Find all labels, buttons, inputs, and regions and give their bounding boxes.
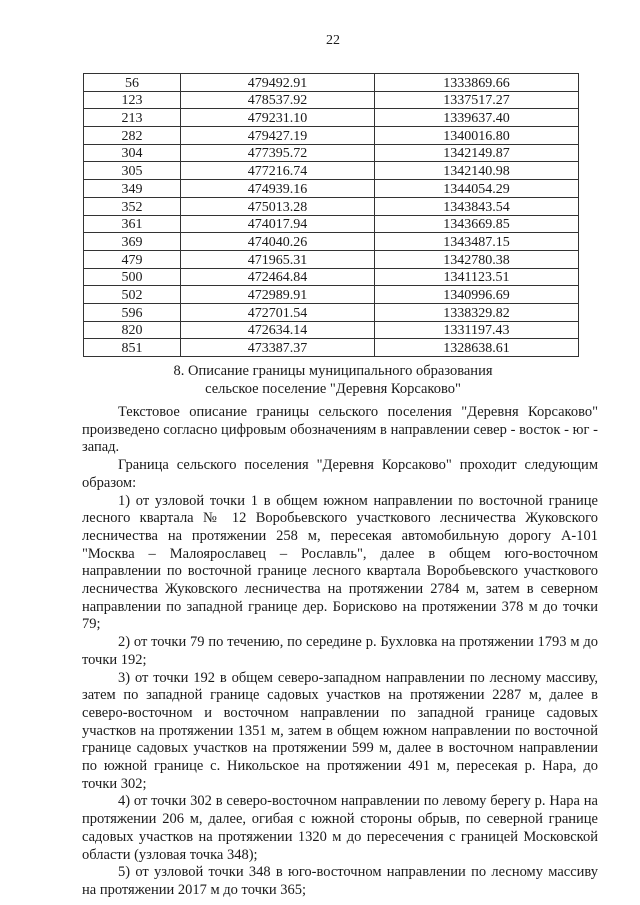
y-coordinate: 1342149.87 bbox=[375, 144, 579, 162]
x-coordinate: 473387.37 bbox=[181, 339, 375, 357]
x-coordinate: 477216.74 bbox=[181, 162, 375, 180]
table-row bbox=[84, 144, 579, 162]
table-row bbox=[84, 109, 579, 127]
y-coordinate: 1340996.69 bbox=[375, 286, 579, 304]
x-coordinate: 474017.94 bbox=[181, 215, 375, 233]
table-row bbox=[84, 233, 579, 251]
y-coordinate: 1331197.43 bbox=[375, 321, 579, 339]
x-coordinate: 472634.14 bbox=[181, 321, 375, 339]
point-number: 213 bbox=[84, 109, 181, 127]
table-row bbox=[84, 268, 579, 286]
y-coordinate: 1340016.80 bbox=[375, 127, 579, 145]
point-number: 123 bbox=[84, 91, 181, 109]
point-number: 820 bbox=[84, 321, 181, 339]
x-coordinate: 479427.19 bbox=[181, 127, 375, 145]
x-coordinate: 472701.54 bbox=[181, 303, 375, 321]
y-coordinate: 1337517.27 bbox=[375, 91, 579, 109]
document-body bbox=[82, 404, 598, 900]
section-title-line-2: сельское поселение "Деревня Корсаково" bbox=[205, 381, 461, 397]
x-coordinate: 475013.28 bbox=[181, 197, 375, 215]
table-row bbox=[84, 74, 579, 92]
x-coordinate: 479492.91 bbox=[181, 74, 375, 92]
point-number: 352 bbox=[84, 197, 181, 215]
x-coordinate: 479231.10 bbox=[181, 109, 375, 127]
y-coordinate: 1342140.98 bbox=[375, 162, 579, 180]
y-coordinate: 1338329.82 bbox=[375, 303, 579, 321]
table-row bbox=[84, 303, 579, 321]
point-number: 500 bbox=[84, 268, 181, 286]
paragraph: Текстовое описание границы сельского поселения "Деревня Корсаково" произведено согласно цифровым обозначениям в направлении север - восток - юг - запад. bbox=[82, 404, 598, 456]
y-coordinate: 1342780.38 bbox=[375, 250, 579, 268]
point-number: 304 bbox=[84, 144, 181, 162]
paragraph: 5) от узловой точки 348 в юго-восточном направлении по лесному массиву на протяжении 2017 м до точки 365; bbox=[82, 864, 598, 898]
table-row bbox=[84, 91, 579, 109]
point-number: 361 bbox=[84, 215, 181, 233]
y-coordinate: 1344054.29 bbox=[375, 180, 579, 198]
x-coordinate: 472989.91 bbox=[181, 286, 375, 304]
x-coordinate: 474939.16 bbox=[181, 180, 375, 198]
x-coordinate: 474040.26 bbox=[181, 233, 375, 251]
y-coordinate: 1341123.51 bbox=[375, 268, 579, 286]
x-coordinate: 477395.72 bbox=[181, 144, 375, 162]
table-row bbox=[84, 215, 579, 233]
x-coordinate: 472464.84 bbox=[181, 268, 375, 286]
paragraph: 1) от узловой точки 1 в общем южном направлении по восточной границе лесного квартала № 12 Воробьевского участкового лесничества Жуковского лесничества на протяжении 258 м, пересекая автомобильную дорогу А-101 "Москва – Малоярославец – Рославль", далее в общем юго-восточном направлении по восточной границе лесного квартала Воробьевского участкового лесничества Жуковского лесничества на протяжении 2784 м, затем в северном направлении по западной границе дер. Борисково на протяжении 378 м до точки 79; bbox=[82, 492, 598, 633]
y-coordinate: 1343487.15 bbox=[375, 233, 579, 251]
point-number: 349 bbox=[84, 180, 181, 198]
y-coordinate: 1328638.61 bbox=[375, 339, 579, 357]
table-row bbox=[84, 197, 579, 215]
table-row bbox=[84, 286, 579, 304]
coordinates-table bbox=[83, 73, 579, 357]
section-title-line-1: 8. Описание границы муниципального образования bbox=[173, 363, 493, 379]
point-number: 851 bbox=[84, 339, 181, 357]
x-coordinate: 478537.92 bbox=[181, 91, 375, 109]
table-row bbox=[84, 339, 579, 357]
paragraph: Граница сельского поселения "Деревня Корсаково" проходит следующим образом: bbox=[82, 457, 598, 491]
page-number: 22 bbox=[326, 33, 340, 48]
table-row bbox=[84, 180, 579, 198]
table-row bbox=[84, 127, 579, 145]
y-coordinate: 1343669.85 bbox=[375, 215, 579, 233]
point-number: 305 bbox=[84, 162, 181, 180]
y-coordinate: 1339637.40 bbox=[375, 109, 579, 127]
y-coordinate: 1333869.66 bbox=[375, 74, 579, 92]
point-number: 282 bbox=[84, 127, 181, 145]
x-coordinate: 471965.31 bbox=[181, 250, 375, 268]
table-row bbox=[84, 162, 579, 180]
point-number: 596 bbox=[84, 303, 181, 321]
point-number: 369 bbox=[84, 233, 181, 251]
table-row bbox=[84, 250, 579, 268]
point-number: 502 bbox=[84, 286, 181, 304]
paragraph: 3) от точки 192 в общем северо-западном направлении по лесному массиву, затем по западной границе садовых участков на протяжении 2287 м, далее в северо-восточном и восточном направлении по западной границе садовых участков на протяжении 1351 м, затем в общем южном направлении по восточной границе садовых участков на протяжении 599 м, далее в восточном направлении по южной границе с. Никольское на протяжении 491 м, пересекая р. Нара, до точки 302; bbox=[82, 669, 598, 792]
point-number: 56 bbox=[84, 74, 181, 92]
paragraph: 2) от точки 79 по течению, по середине р. Бухловка на протяжении 1793 м до точки 192; bbox=[82, 634, 598, 668]
y-coordinate: 1343843.54 bbox=[375, 197, 579, 215]
paragraph: 4) от точки 302 в северо-восточном направлении по левому берегу р. Нара на протяжении 206 м, далее, огибая с южной стороны обрыв, по северной границе садовых участков на протяжении 1320 м до пересечения с границей Московской области (узловая точка 348); bbox=[82, 793, 598, 863]
point-number: 479 bbox=[84, 250, 181, 268]
table-row bbox=[84, 321, 579, 339]
section-heading bbox=[0, 362, 640, 398]
